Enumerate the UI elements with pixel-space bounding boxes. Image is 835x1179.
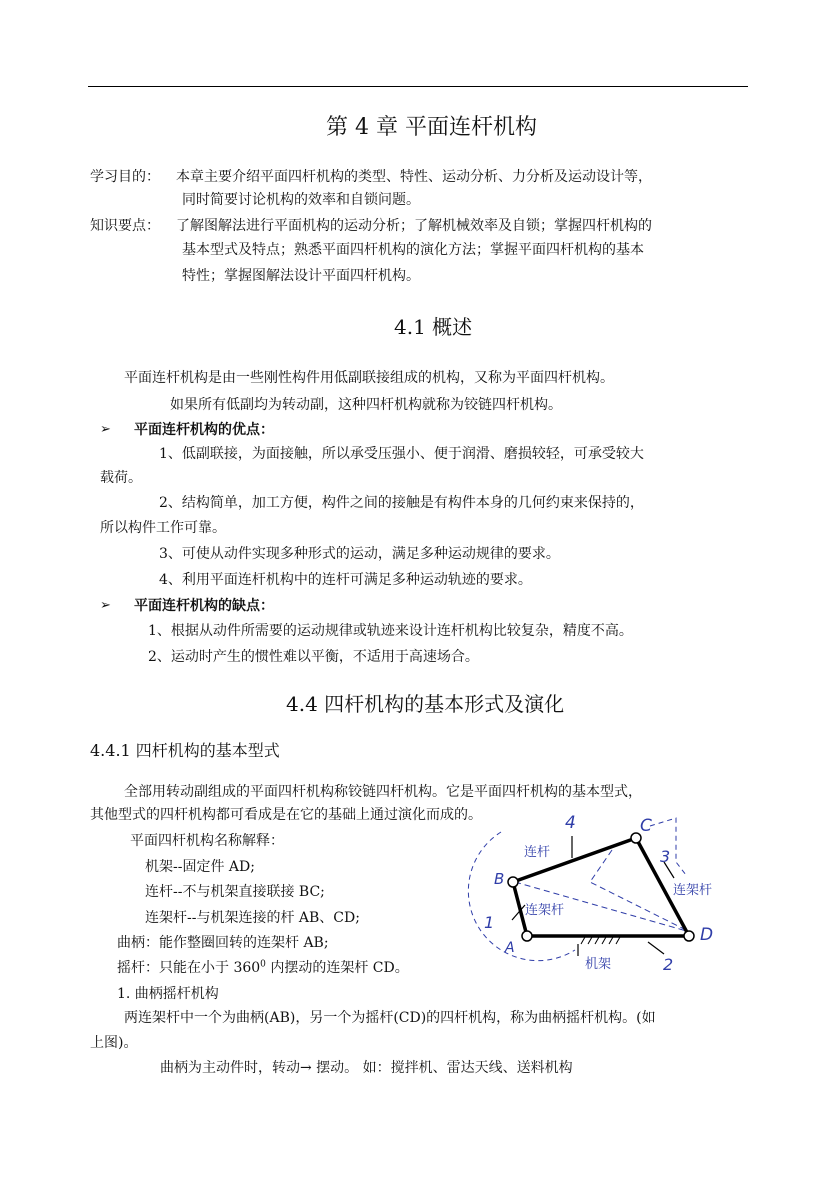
joint-d bbox=[684, 931, 694, 941]
disadvantage-2: 2、运动时产生的惯性难以平衡，不适用于高速场合。 bbox=[148, 649, 479, 665]
advantage-4: 4、利用平面连杆机构中的连杆可满足多种运动轨迹的要求。 bbox=[159, 572, 532, 588]
label-frame: 机架 bbox=[585, 957, 612, 972]
advantage-1-line-1: 1、低副联接，为面接触，所以承受压强小、便于润滑、磨损较轻，可承受较大 bbox=[159, 446, 644, 462]
terms-heading: 平面四杆机构名称解释： bbox=[130, 833, 284, 849]
key-points-label: 知识要点： bbox=[90, 218, 160, 234]
basic-form-paragraph-line-1: 全部用转动副组成的平面四杆机构称铰链四杆机构。它是平面四杆机构的基本型式， bbox=[124, 784, 642, 800]
joint-label-b: B bbox=[494, 870, 505, 888]
joint-label-c: C bbox=[640, 816, 652, 836]
term-coupler: 连杆--不与机架直接联接 BC; bbox=[145, 884, 325, 900]
term-side-link: 连架杆--与机架连接的杆 AB、CD; bbox=[145, 910, 360, 926]
term-rocker-post: 内摆动的连架杆 CD。 bbox=[265, 960, 409, 976]
key-points-line-2: 基本型式及特点；熟悉平面四杆机构的演化方法；掌握平面四杆机构的基本 bbox=[182, 242, 644, 258]
joint-a bbox=[522, 931, 532, 941]
link-number-2: 2 bbox=[663, 955, 674, 974]
section-4-1-title: 4.1 概述 bbox=[394, 315, 473, 339]
item-1-paragraph-line-2: 上图)。 bbox=[90, 1035, 138, 1051]
item-1-paragraph-line-1: 两连架杆中一个为曲柄(AB)，另一个为摇杆(CD)的四杆机构，称为曲柄摇杆机构。(如 bbox=[124, 1010, 656, 1026]
item-1-paragraph-2: 曲柄为主动件时，转动→ 摆动。 如：搅拌机、雷达天线、送料机构 bbox=[160, 1060, 573, 1076]
key-points-line-3: 特性；掌握图解法设计平面四杆机构。 bbox=[182, 268, 420, 284]
header-rule bbox=[88, 86, 748, 87]
link-number-1: 1 bbox=[484, 913, 495, 932]
objectives-line-1: 本章主要介绍平面四杆机构的类型、特性、运动分析、力分析及运动设计等， bbox=[176, 169, 652, 185]
link-number-3: 3 bbox=[660, 847, 671, 866]
basic-form-paragraph-line-2: 其他型式的四杆机构都可看成是在它的基础上通过演化而成的。 bbox=[90, 807, 482, 823]
joint-label-a: A bbox=[505, 940, 515, 956]
term-rocker bbox=[117, 958, 409, 978]
joint-label-d: D bbox=[700, 925, 714, 945]
label-coupler: 连杆 bbox=[524, 845, 551, 860]
overview-paragraph-1: 平面连杆机构是由一些刚性构件用低副联接组成的机构，又称为平面四杆机构。 bbox=[124, 370, 614, 386]
four-bar-linkage-diagram bbox=[460, 805, 760, 1000]
bullet-arrow-icon: ➢ bbox=[100, 598, 111, 613]
label-side-link-right: 连架杆 bbox=[673, 883, 713, 898]
objectives-line-2: 同时简要讨论机构的效率和自锁问题。 bbox=[182, 192, 420, 208]
disadvantages-heading: 平面连杆机构的缺点： bbox=[134, 598, 274, 614]
advantage-1-line-2: 载荷。 bbox=[100, 470, 142, 486]
objectives-label: 学习目的： bbox=[90, 169, 160, 185]
overview-paragraph-2: 如果所有低副均为转动副，这种四杆机构就称为铰链四杆机构。 bbox=[170, 397, 562, 413]
link-number-4: 4 bbox=[565, 813, 576, 833]
advantage-2-line-1: 2、结构简单，加工方便，构件之间的接触是有构件本身的几何约束来保持的， bbox=[159, 495, 644, 511]
ground-hatching bbox=[580, 937, 620, 944]
degree-superscript: 0 bbox=[260, 959, 266, 970]
advantage-3: 3、可使从动件实现多种形式的运动，满足多种运动规律的要求。 bbox=[159, 546, 560, 562]
advantage-2-line-2: 所以构件工作可靠。 bbox=[100, 520, 226, 536]
crank-path-dashed bbox=[468, 832, 575, 961]
term-crank: 曲柄：能作整圈回转的连架杆 AB; bbox=[117, 935, 329, 951]
disadvantage-1: 1、根据从动件所需要的运动规律或轨迹来设计连杆机构比较复杂，精度不高。 bbox=[148, 623, 633, 639]
term-rocker-pre: 摇杆：只能在小于 360 bbox=[117, 960, 261, 976]
joint-b bbox=[508, 877, 518, 887]
item-1-title: 1. 曲柄摇杆机构 bbox=[117, 986, 219, 1002]
subsection-4-4-1-title: 4.4.1 四杆机构的基本型式 bbox=[90, 741, 280, 760]
bullet-arrow-icon: ➢ bbox=[100, 422, 111, 437]
key-points-line-1: 了解图解法进行平面机构的运动分析；了解机械效率及自锁；掌握四杆机构的 bbox=[176, 218, 652, 234]
advantages-heading: 平面连杆机构的优点： bbox=[134, 422, 274, 438]
section-4-4-title: 4.4 四杆机构的基本形式及演化 bbox=[286, 692, 565, 716]
term-frame: 机架--固定件 AD; bbox=[145, 859, 255, 875]
chapter-title: 第 4 章 平面连杆机构 bbox=[326, 115, 537, 140]
label-side-link-left: 连架杆 bbox=[525, 903, 565, 918]
